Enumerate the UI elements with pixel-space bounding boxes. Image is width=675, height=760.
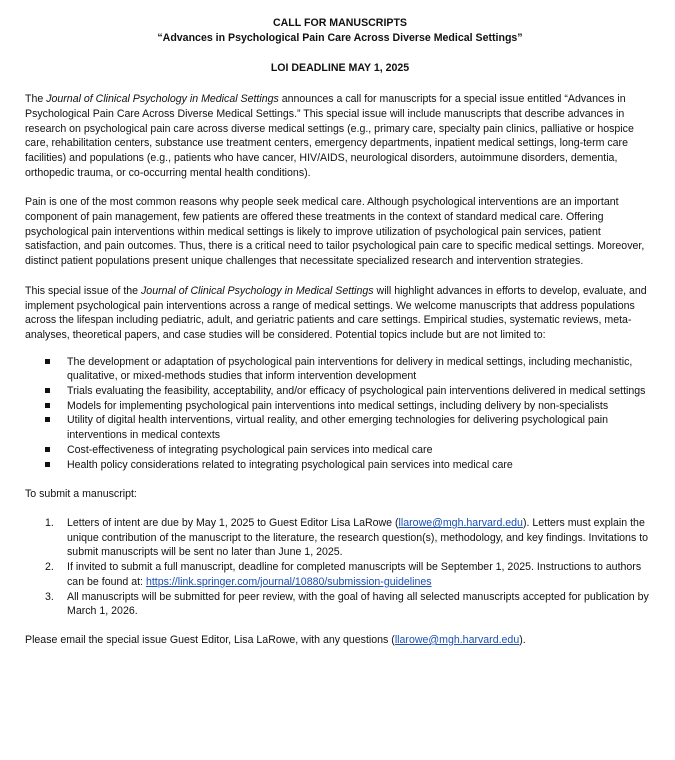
- intro-body: announces a call for manuscripts for a special issue entitled “Advances in Psychological Pain Care Across Diverse Medical Settings.” This special issue will include manuscripts that describe advances in research on psychological pain care across diverse medical settings (e.g., primary care, specialty pain clinics, palliative or hospice care, rehabilitation centers, substance use treatment centers, emergency departments, inpatient medical settings, long-term care facilities) and populations (e.g., patients who have cancer, HIV/AIDS, neurological disorders, autoimmune disorders, dementia, orthopedic trauma, or co-occurring mental health conditions).: [25, 93, 634, 179]
- step-number: 1.: [45, 516, 54, 529]
- square-bullet-icon: [45, 462, 50, 467]
- topic-item: The development or adaptation of psychological pain interventions for delivery in medical settings, including mechanistic, qualitative, or mixed-methods studies that inform intervention development: [25, 355, 655, 384]
- journal-name: Journal of Clinical Psychology in Medical Settings: [141, 284, 374, 297]
- topic-item: Health policy considerations related to integrating psychological pain services into medical care: [25, 458, 655, 473]
- loi-deadline: LOI DEADLINE MAY 1, 2025: [270, 62, 410, 75]
- square-bullet-icon: [45, 388, 50, 393]
- scope-lead: This special issue of the: [25, 284, 141, 297]
- topic-item: Models for implementing psychological pain interventions into medical settings, including delivery by non-specialists: [25, 399, 655, 414]
- submission-guidelines-link[interactable]: https://link.springer.com/journal/10880/submission-guidelines: [145, 575, 432, 588]
- square-bullet-icon: [45, 447, 50, 452]
- step-number: 2.: [45, 561, 54, 574]
- document-heading: CALL FOR MANUSCRIPTS: [273, 17, 407, 29]
- journal-name: Journal of Clinical Psychology in Medical Settings: [46, 93, 279, 106]
- submission-label: To submit a manuscript:: [25, 488, 137, 501]
- submission-step-2: 2. If invited to submit a full manuscript, deadline for completed manuscripts will be September 1, 2025. Instructions to authors can be found at: https://link.springer.com/journal/10880/submission-guidelines: [45, 561, 642, 588]
- topic-item: Cost-effectiveness of integrating psychological pain services into medical care: [25, 443, 655, 458]
- submission-step-1: 1. Letters of intent are due by May 1, 2025 to Guest Editor Lisa LaRowe (llarowe@mgh.harvard.edu). Letters must explain the unique contribution of the manuscript to the literature, the research question(s), methodology, and key findings. Invitations to submit manuscripts will be sent no later than June 1, 2025.: [45, 516, 649, 559]
- step-number: 3.: [45, 590, 54, 603]
- scope-paragraph: [25, 284, 655, 343]
- special-issue-title: “Advances in Psychological Pain Care Across Diverse Medical Settings”: [157, 31, 523, 44]
- editor-email-link[interactable]: llarowe@mgh.harvard.edu: [398, 516, 523, 529]
- topic-item: Utility of digital health interventions, virtual reality, and other emerging technologies for delivering psychological pain interventions in medical contexts: [25, 413, 655, 442]
- topic-item: Trials evaluating the feasibility, acceptability, and/or efficacy of psychological pain interventions delivered in medical settings: [25, 384, 655, 399]
- square-bullet-icon: [45, 417, 50, 422]
- closing-paragraph: Please email the special issue Guest Editor, Lisa LaRowe, with any questions (llarowe@mgh.harvard.edu).: [25, 633, 526, 646]
- intro-lead: The: [25, 93, 47, 106]
- submission-steps: [25, 516, 655, 619]
- rationale-paragraph: Pain is one of the most common reasons why people seek medical care. Although psychological interventions are an important component of pain management, few patients are offered these treatments in the context of standard medical care. Offering psychological pain interventions within medical settings is likely to improve utilization of psychological pain services, patient satisfaction, and pain outcomes. Thus, there is a critical need to tailor psychological pain care to specific medical settings. Moreover, distinct patient populations present unique challenges that necessitate specialized research and intervention strategies.: [25, 196, 645, 268]
- topics-list: [25, 355, 655, 473]
- square-bullet-icon: [45, 359, 50, 364]
- scope-body: will highlight advances in efforts to develop, evaluate, and implement psychological pain interventions across a range of medical settings. We welcome manuscripts that address populations across the lifespan including pediatric, adult, and geriatric patients and care settings. Empirical studies, systematic reviews, meta-analyses, theoretical papers, and case studies will be considered. Potential topics include but are not limited to:: [25, 284, 647, 341]
- intro-paragraph: [25, 92, 655, 180]
- editor-email-link[interactable]: llarowe@mgh.harvard.edu: [394, 633, 520, 646]
- square-bullet-icon: [45, 403, 50, 408]
- submission-step-3: 3. All manuscripts will be submitted for peer review, with the goal of having all selected manuscripts accepted for publication by March 1, 2026.: [45, 590, 649, 618]
